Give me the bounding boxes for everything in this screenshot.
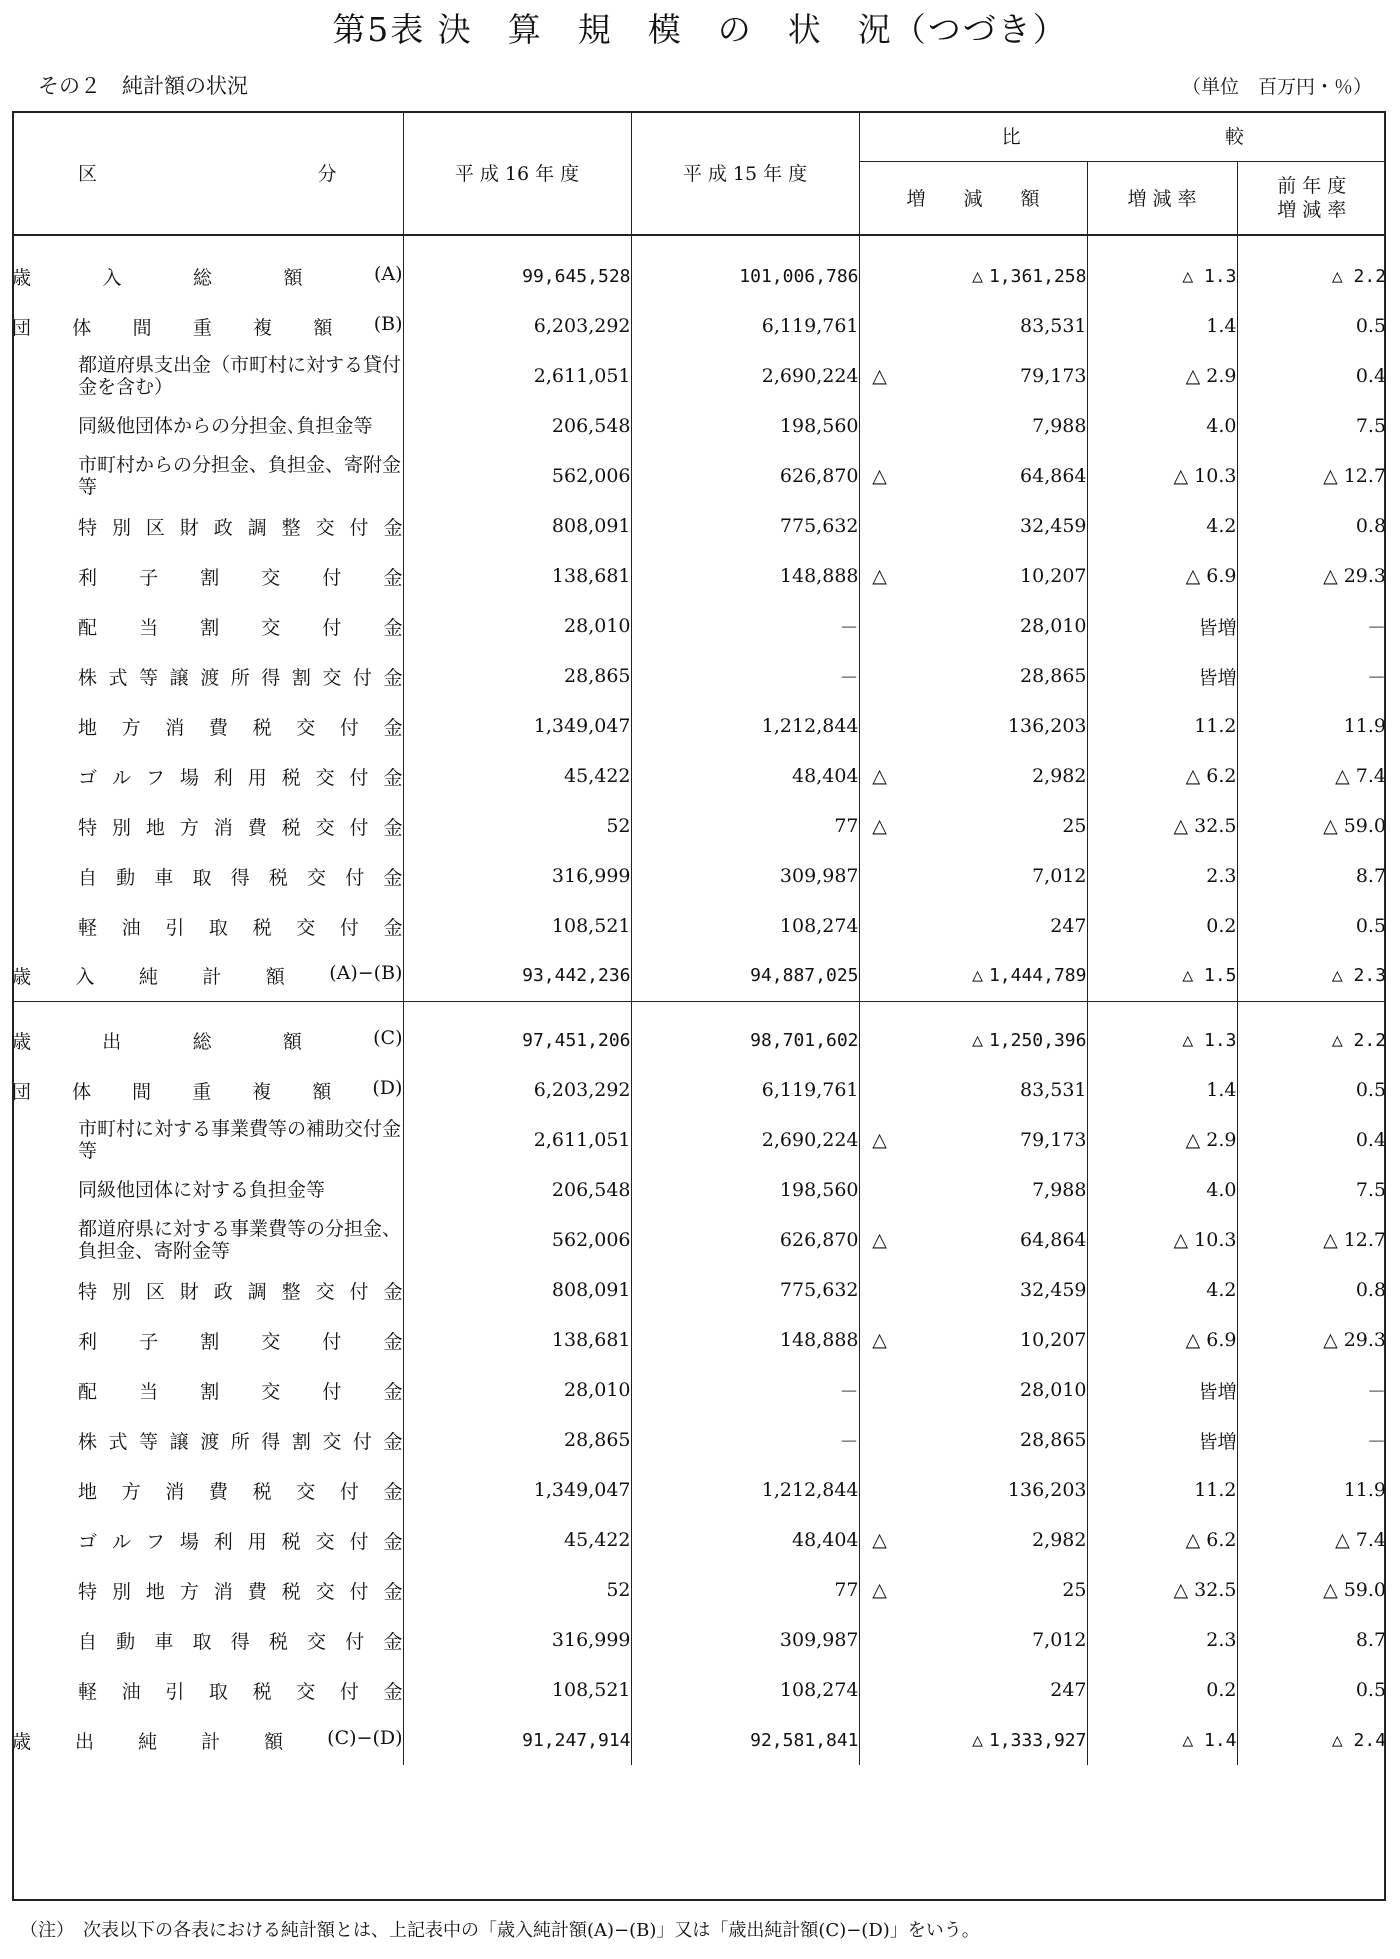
cell-h16: 808,091 <box>403 1265 631 1315</box>
header-kubun-2: 分 <box>317 163 337 185</box>
cell-rate: △ 1.5 <box>1087 951 1237 1001</box>
cell-diff: △ 64,864 <box>859 451 1087 501</box>
cell-diff: △ 25 <box>859 1565 1087 1615</box>
cell-h16: 52 <box>403 1565 631 1615</box>
cell-diff: 28,010 <box>859 601 1087 651</box>
cell-h16: 108,521 <box>403 1665 631 1715</box>
cell-h15: 6,119,761 <box>631 1065 859 1115</box>
cell-h16: 45,422 <box>403 751 631 801</box>
cell-rate: △ 10.3 <box>1087 1215 1237 1265</box>
cell-diff: 7,012 <box>859 1615 1087 1665</box>
cell-h15: 94,887,025 <box>631 951 859 1001</box>
cell-h15: 2,690,224 <box>631 1115 859 1165</box>
row-label: 都道府県支出金（市町村に対する貸付金を含む） <box>78 354 402 398</box>
table-row <box>12 551 1386 601</box>
cell-prev: 7.5 <box>1237 1165 1386 1215</box>
table-subtitle: その２ 純計額の状況 <box>38 74 248 98</box>
cell-h15: 198,560 <box>631 401 859 451</box>
cell-prev: △ 7.4 <box>1237 1515 1386 1565</box>
cell-rate: 4.2 <box>1087 1265 1237 1315</box>
cell-prev: － <box>1237 601 1386 651</box>
table-row <box>12 1615 1386 1665</box>
cell-diff: 32,459 <box>859 501 1087 551</box>
table-row <box>12 1315 1386 1365</box>
table-row <box>12 251 1386 301</box>
row-label: 特 別 区 財 政 調 整 交 付 金 <box>78 516 403 539</box>
table-row <box>12 1665 1386 1715</box>
cell-h16: 2,611,051 <box>403 1115 631 1165</box>
decrease-triangle: △ <box>872 365 887 387</box>
cell-diff: △ 25 <box>859 801 1087 851</box>
table-header <box>12 111 1386 235</box>
cell-h15: 48,404 <box>631 751 859 801</box>
cell-rate: 0.2 <box>1087 901 1237 951</box>
cell-h15: 92,581,841 <box>631 1715 859 1765</box>
cell-h16: 28,010 <box>403 601 631 651</box>
cell-h15: 309,987 <box>631 851 859 901</box>
cell-rate: 4.0 <box>1087 401 1237 451</box>
table-row <box>12 1465 1386 1515</box>
cell-h16: 562,006 <box>403 1215 631 1265</box>
cell-rate: △ 6.9 <box>1087 1315 1237 1365</box>
cell-rate: 1.4 <box>1087 1065 1237 1115</box>
cell-rate: △ 6.2 <box>1087 751 1237 801</box>
cell-prev: △ 29.3 <box>1237 1315 1386 1365</box>
table-row <box>12 351 1386 401</box>
cell-h15: － <box>631 1365 859 1415</box>
cell-prev: 11.9 <box>1237 1465 1386 1515</box>
cell-prev: 0.4 <box>1237 351 1386 401</box>
cell-prev: 8.7 <box>1237 1615 1386 1665</box>
cell-h16: 28,865 <box>403 651 631 701</box>
header-hikaku-2: 較 <box>1224 126 1244 149</box>
cell-prev: 0.8 <box>1237 501 1386 551</box>
cell-prev: △ 2.2 <box>1237 251 1386 301</box>
row-label: 同級他団体に対する負担金等 <box>78 1179 326 1201</box>
cell-diff: △ 64,864 <box>859 1215 1087 1265</box>
cell-h15: 198,560 <box>631 1165 859 1215</box>
row-label: 特 別 区 財 政 調 整 交 付 金 <box>78 1280 403 1303</box>
row-label: 自 動 車 取 得 税 交 付 金 <box>78 1630 403 1653</box>
cell-h15: 48,404 <box>631 1515 859 1565</box>
cell-h16: 6,203,292 <box>403 301 631 351</box>
cell-rate: 1.4 <box>1087 301 1237 351</box>
row-label: 株 式 等 譲 渡 所 得 割 交 付 金 <box>78 1430 403 1453</box>
cell-diff: 28,865 <box>859 1415 1087 1465</box>
table-row <box>12 1065 1386 1115</box>
cell-prev: △ 2.4 <box>1237 1715 1386 1765</box>
row-label: 利 子 割 交 付 金 <box>78 566 403 589</box>
row-label: 市町村からの分担金、負担金、寄附金等 <box>78 454 402 498</box>
row-label: ゴ ル フ 場 利 用 税 交 付 金 <box>78 766 403 789</box>
cell-h15: 98,701,602 <box>631 1015 859 1065</box>
cell-h15: 2,690,224 <box>631 351 859 401</box>
row-label: 団 体 間 重 複 額 (B) <box>12 312 403 339</box>
decrease-triangle: △ <box>972 965 983 987</box>
cell-rate: △ 1.3 <box>1087 251 1237 301</box>
table-row <box>12 701 1386 751</box>
row-label: 都道府県に対する事業費等の分担金、負担金、寄附金等 <box>78 1218 402 1262</box>
row-label: 歳 入 純 計 額 (A)−(B) <box>12 951 403 1001</box>
cell-h15: 626,870 <box>631 451 859 501</box>
cell-h16: 206,548 <box>403 401 631 451</box>
cell-h16: 138,681 <box>403 1315 631 1365</box>
header-zogengaku: 増 減 額 <box>859 161 1087 235</box>
cell-h15: 6,119,761 <box>631 301 859 351</box>
cell-rate: △ 6.9 <box>1087 551 1237 601</box>
cell-h15: 626,870 <box>631 1215 859 1265</box>
cell-rate: 皆増 <box>1087 601 1237 651</box>
cell-diff: 28,010 <box>859 1365 1087 1415</box>
cell-diff: 247 <box>859 901 1087 951</box>
cell-h16: 1,349,047 <box>403 701 631 751</box>
table-row <box>12 751 1386 801</box>
cell-diff: △ 2,982 <box>859 1515 1087 1565</box>
decrease-triangle: △ <box>872 815 887 837</box>
header-h16: 平 成 16 年 度 <box>403 111 631 235</box>
cell-h16: 93,442,236 <box>403 951 631 1001</box>
decrease-triangle: △ <box>872 465 887 487</box>
cell-rate: △ 1.3 <box>1087 1015 1237 1065</box>
cell-h16: 45,422 <box>403 1515 631 1565</box>
row-label: 配 当 割 交 付 金 <box>78 1380 403 1403</box>
row-label: 地 方 消 費 税 交 付 金 <box>78 1480 403 1503</box>
cell-diff: 136,203 <box>859 701 1087 751</box>
cell-prev: 11.9 <box>1237 701 1386 751</box>
footnote: （注） 次表以下の各表における純計額とは、上記表中の「歳入純計額(A)−(B)」又は「歳出純計額(C)−(D)」をいう。 <box>20 1920 980 1941</box>
cell-prev: △ 12.7 <box>1237 451 1386 501</box>
cell-h15: 775,632 <box>631 1265 859 1315</box>
cell-prev: － <box>1237 1365 1386 1415</box>
header-kubun-1: 区 <box>78 163 98 185</box>
cell-prev: △ 59.0 <box>1237 801 1386 851</box>
cell-diff: △ 1,250,396 <box>859 1015 1087 1065</box>
cell-rate: 4.2 <box>1087 501 1237 551</box>
cell-h16: 28,865 <box>403 1415 631 1465</box>
cell-prev: △ 12.7 <box>1237 1215 1386 1265</box>
header-hikaku-1: 比 <box>1001 126 1021 149</box>
cell-prev: △ 29.3 <box>1237 551 1386 601</box>
cell-diff: △ 1,444,789 <box>859 951 1087 1001</box>
table-row <box>12 451 1386 501</box>
cell-h16: 808,091 <box>403 501 631 551</box>
row-label: ゴ ル フ 場 利 用 税 交 付 金 <box>78 1530 403 1553</box>
header-zennendo <box>1237 161 1386 235</box>
cell-h15: 1,212,844 <box>631 701 859 751</box>
cell-prev: 8.7 <box>1237 851 1386 901</box>
cell-diff: 28,865 <box>859 651 1087 701</box>
cell-diff: 7,988 <box>859 1165 1087 1215</box>
table-row <box>12 1165 1386 1215</box>
cell-h16: 28,010 <box>403 1365 631 1415</box>
cell-rate: △ 2.9 <box>1087 1115 1237 1165</box>
table-body <box>12 235 1386 1765</box>
cell-h15: 77 <box>631 1565 859 1615</box>
table-row <box>12 601 1386 651</box>
cell-rate: 2.3 <box>1087 851 1237 901</box>
cell-prev: 7.5 <box>1237 401 1386 451</box>
row-label: 軽 油 引 取 税 交 付 金 <box>78 1680 403 1703</box>
cell-prev: 0.4 <box>1237 1115 1386 1165</box>
cell-h15: － <box>631 651 859 701</box>
cell-h16: 97,451,206 <box>403 1015 631 1065</box>
header-h15: 平 成 15 年 度 <box>631 111 859 235</box>
decrease-triangle: △ <box>872 565 887 587</box>
table-row <box>12 1715 1386 1765</box>
cell-prev: － <box>1237 1415 1386 1465</box>
cell-prev: △ 2.3 <box>1237 951 1386 1001</box>
cell-diff: 83,531 <box>859 1065 1087 1115</box>
cell-prev: △ 2.2 <box>1237 1015 1386 1065</box>
cell-h16: 99,645,528 <box>403 251 631 301</box>
decrease-triangle: △ <box>872 1129 887 1151</box>
cell-rate: △ 32.5 <box>1087 1565 1237 1615</box>
header-kubun <box>12 111 403 235</box>
row-label: 歳 出 総 額 (C) <box>12 1026 403 1053</box>
cell-rate: 4.0 <box>1087 1165 1237 1215</box>
cell-prev: 0.5 <box>1237 301 1386 351</box>
table-row <box>12 501 1386 551</box>
cell-diff: 247 <box>859 1665 1087 1715</box>
decrease-triangle: △ <box>972 265 983 287</box>
row-label: 同級他団体からの分担金､負担金等 <box>78 415 373 437</box>
section-spacer <box>12 1001 1386 1015</box>
table-row <box>12 1015 1386 1065</box>
cell-diff: 136,203 <box>859 1465 1087 1515</box>
net-total-table <box>12 111 1386 1765</box>
cell-diff: 7,988 <box>859 401 1087 451</box>
decrease-triangle: △ <box>972 1729 983 1751</box>
cell-prev: 0.5 <box>1237 1665 1386 1715</box>
cell-h16: 91,247,914 <box>403 1715 631 1765</box>
table-row <box>12 851 1386 901</box>
cell-diff: 32,459 <box>859 1265 1087 1315</box>
table-row <box>12 301 1386 351</box>
row-label: 特 別 地 方 消 費 税 交 付 金 <box>78 1580 403 1603</box>
header-zennendo-1: 前 年 度 <box>1277 174 1347 197</box>
cell-h15: － <box>631 601 859 651</box>
cell-rate: △ 2.9 <box>1087 351 1237 401</box>
cell-rate: 0.2 <box>1087 1665 1237 1715</box>
cell-rate: 2.3 <box>1087 1615 1237 1665</box>
cell-prev: － <box>1237 651 1386 701</box>
cell-h16: 2,611,051 <box>403 351 631 401</box>
cell-prev: △ 7.4 <box>1237 751 1386 801</box>
header-zennendo-2: 増 減 率 <box>1277 198 1347 221</box>
cell-diff: △ 10,207 <box>859 551 1087 601</box>
cell-diff: △ 79,173 <box>859 351 1087 401</box>
table-row <box>12 1115 1386 1165</box>
unit-note: （単位 百万円・％） <box>1181 76 1372 98</box>
cell-h15: 101,006,786 <box>631 251 859 301</box>
table-row <box>12 1565 1386 1615</box>
cell-h16: 316,999 <box>403 851 631 901</box>
cell-rate: △ 6.2 <box>1087 1515 1237 1565</box>
cell-h15: 309,987 <box>631 1615 859 1665</box>
cell-h15: 108,274 <box>631 1665 859 1715</box>
row-label: 市町村に対する事業費等の補助交付金等 <box>78 1118 402 1162</box>
cell-rate: △ 1.4 <box>1087 1715 1237 1765</box>
cell-h16: 138,681 <box>403 551 631 601</box>
decrease-triangle: △ <box>872 765 887 787</box>
cell-h15: 148,888 <box>631 1315 859 1365</box>
cell-h16: 206,548 <box>403 1165 631 1215</box>
cell-rate: 皆増 <box>1087 1365 1237 1415</box>
decrease-triangle: △ <box>872 1329 887 1351</box>
table-row <box>12 1515 1386 1565</box>
cell-rate: 皆増 <box>1087 1415 1237 1465</box>
cell-h15: 108,274 <box>631 901 859 951</box>
cell-h15: － <box>631 1415 859 1465</box>
cell-diff: 7,012 <box>859 851 1087 901</box>
row-label: 歳 入 総 額 (A) <box>12 262 403 289</box>
cell-h15: 148,888 <box>631 551 859 601</box>
cell-diff: 83,531 <box>859 301 1087 351</box>
table-row <box>12 901 1386 951</box>
cell-rate: △ 32.5 <box>1087 801 1237 851</box>
cell-prev: 0.8 <box>1237 1265 1386 1315</box>
cell-diff: △ 1,333,927 <box>859 1715 1087 1765</box>
row-label: 地 方 消 費 税 交 付 金 <box>78 716 403 739</box>
section-spacer <box>12 235 1386 251</box>
row-label: 歳 出 純 計 額 (C)−(D) <box>12 1726 403 1753</box>
row-label: 株 式 等 譲 渡 所 得 割 交 付 金 <box>78 666 403 689</box>
table-row <box>12 1265 1386 1315</box>
cell-rate: 11.2 <box>1087 701 1237 751</box>
row-label: 団 体 間 重 複 額 (D) <box>12 1076 403 1103</box>
table-row <box>12 951 1386 1001</box>
row-label: 利 子 割 交 付 金 <box>78 1330 403 1353</box>
cell-rate: 皆増 <box>1087 651 1237 701</box>
cell-rate: 11.2 <box>1087 1465 1237 1515</box>
row-label: 軽 油 引 取 税 交 付 金 <box>78 916 403 939</box>
cell-prev: 0.5 <box>1237 901 1386 951</box>
table-row <box>12 1415 1386 1465</box>
table-row <box>12 1365 1386 1415</box>
cell-rate: △ 10.3 <box>1087 451 1237 501</box>
cell-h15: 775,632 <box>631 501 859 551</box>
cell-prev: 0.5 <box>1237 1065 1386 1115</box>
decrease-triangle: △ <box>872 1529 887 1551</box>
cell-diff: △ 10,207 <box>859 1315 1087 1365</box>
cell-h16: 108,521 <box>403 901 631 951</box>
cell-h16: 316,999 <box>403 1615 631 1665</box>
decrease-triangle: △ <box>872 1579 887 1601</box>
header-zogenritsu: 増 減 率 <box>1087 161 1237 235</box>
cell-h15: 77 <box>631 801 859 851</box>
cell-prev: △ 59.0 <box>1237 1565 1386 1615</box>
cell-diff: △ 1,361,258 <box>859 251 1087 301</box>
page-title: 第5表 決 算 規 模 の 状 況（つづき） <box>332 10 1068 49</box>
table-row <box>12 801 1386 851</box>
row-label: 配 当 割 交 付 金 <box>78 616 403 639</box>
decrease-triangle: △ <box>872 1229 887 1251</box>
cell-h16: 1,349,047 <box>403 1465 631 1515</box>
cell-diff: △ 79,173 <box>859 1115 1087 1165</box>
cell-h16: 562,006 <box>403 451 631 501</box>
decrease-triangle: △ <box>972 1029 983 1051</box>
row-label: 自 動 車 取 得 税 交 付 金 <box>78 866 403 889</box>
cell-h15: 1,212,844 <box>631 1465 859 1515</box>
table-row <box>12 1215 1386 1265</box>
table-row <box>12 401 1386 451</box>
row-label: 特 別 地 方 消 費 税 交 付 金 <box>78 816 403 839</box>
header-hikaku <box>859 111 1386 161</box>
cell-diff: △ 2,982 <box>859 751 1087 801</box>
table-row <box>12 651 1386 701</box>
cell-h16: 6,203,292 <box>403 1065 631 1115</box>
cell-h16: 52 <box>403 801 631 851</box>
